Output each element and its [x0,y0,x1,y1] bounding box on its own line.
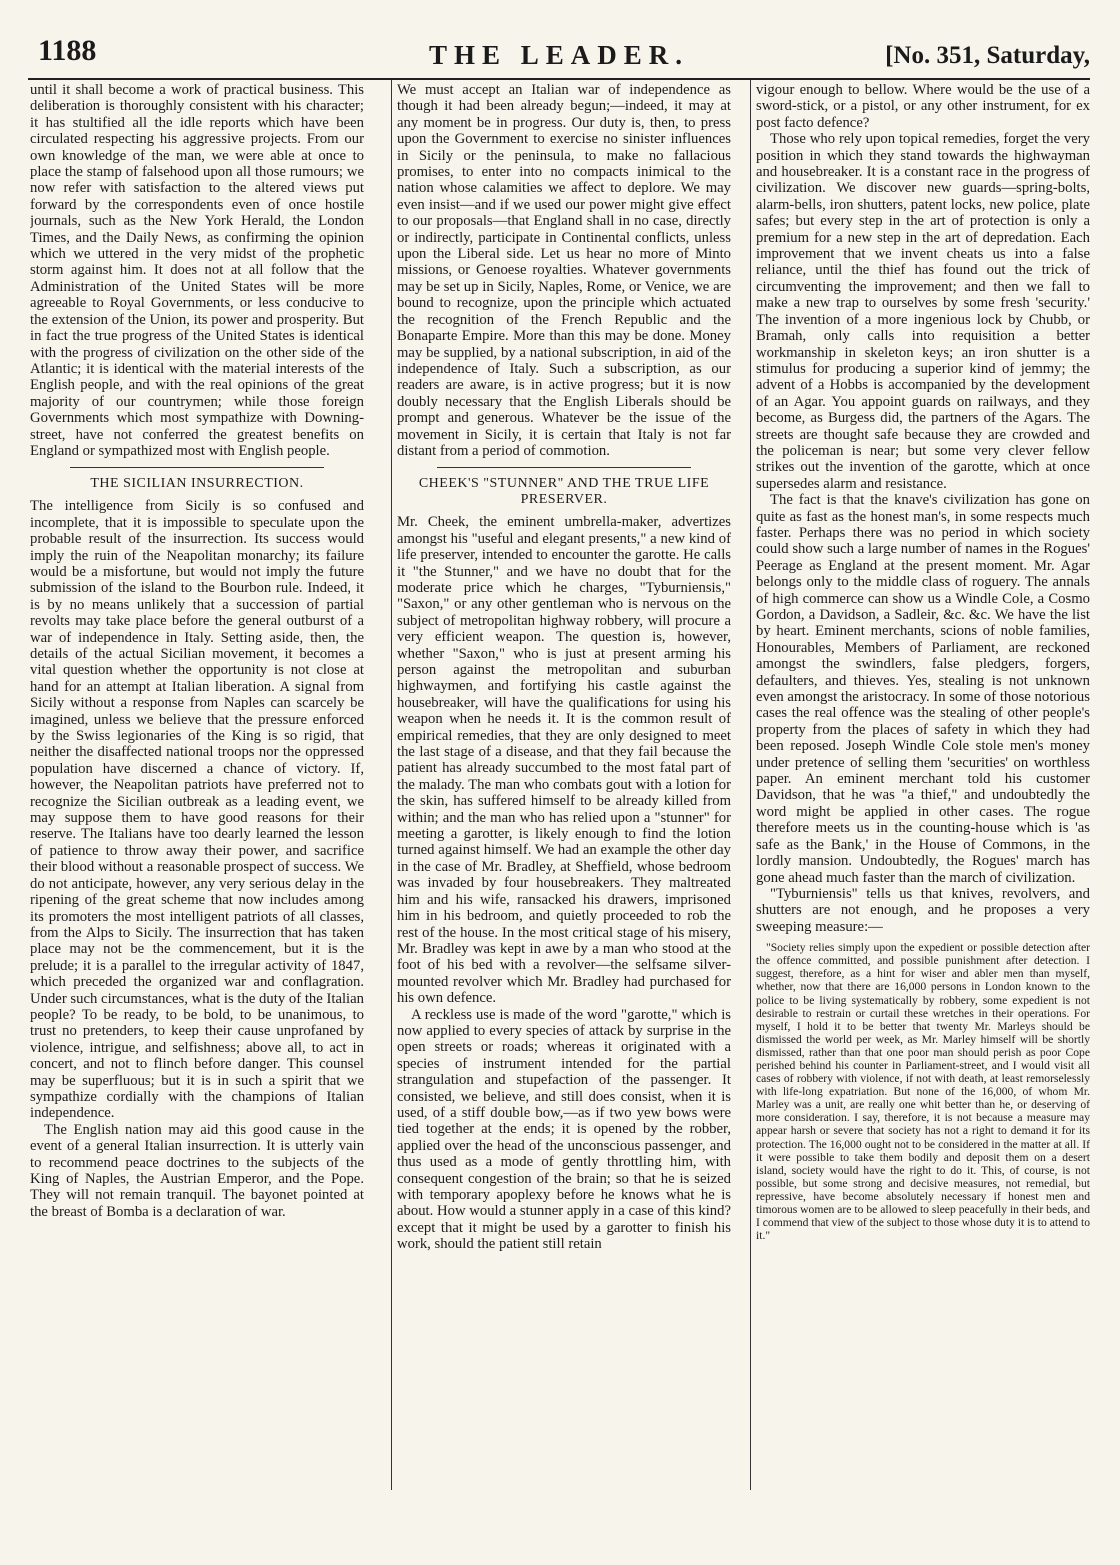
issue-info: [No. 351, Saturday, [885,42,1090,69]
article-heading-sicilian-insurrection: THE SICILIAN INSURRECTION. [90,476,304,492]
article-paragraph: We must accept an Italian war of independence as though it had been already begun;—indeed, it may at any moment be in progress. Our duty is, then, to press upon the Government to exercise no sinister influences in Sicily or the peninsula, to make no fallacious promises, to enter into no compacts inimical to the nation whose calamities we affect to deplore. We may even insist—and if we used our power might give effect to our proposals—that England shall in no case, directly or indirectly, participate in Continental conflicts, unless upon the Liberal side. Let us hear no more of Minto missions, or Genoese royalties. Whatever governments may be set up in Sicily, Naples, Rome, or Venice, we are bound to recognize, upon the principle which actuated the recognition of the French Republic and the Bonaparte Empire. More than this may be done. Money may be supplied, by a national subscription, in aid of the independence of Italy. Such a subscription, as our readers are aware, is in active progress; but it is now doubly necessary that the English Liberals should be prompt and generous. Whatever be the issue of the movement in Sicily, it is certain that Italy is not far distant from a period of commotion. [397,82,731,459]
article-paragraph: Mr. Cheek, the eminent umbrella-maker, advertizes amongst his "useful and elegant presents," a new kind of life preserver, intended to encounter the garotte. He calls it "the Stunner," and we have no doubt that for the moderate price which he charges, "Tyburniensis," "Saxon," or any other gentleman who is nervous on the subject of metropolitan highway robbery, will procure a very efficient weapon. The question is, however, whether "Saxon," who is just at present arming his person against the metropolitan and suburban highwaymen, and fortifying his castle against the housebreaker, will have the qualifications for using his weapon when he needs it. It is the common result of empirical remedies, that they are only designed to meet the last stage of a disease, and that they fail because the patient has already succumbed to the most fatal part of the malady. The man who combats gout with a lotion for the skin, has suffered himself to be already killed from within; and the man who has relied upon a "stunner" for meeting a garotter, is likely enough to find the lotion turned against himself. We had an example the other day in the case of Mr. Bradley, at Sheffield, whose bedroom was invaded by four housebreakers. They maltreated him and his wife, ransacked his drawers, imprisoned him in his bedroom, and quietly proceeded to rob the rest of the house. In the most critical stage of his misery, Mr. Bradley was kept in awe by a man who stood at the foot of his bed with a revolver—the selfsame silver-mounted revolver which Mr. Bradley had purchased for his own defence. [397,514,731,1007]
article-paragraph: The English nation may aid this good cause in the event of a general Italian insurrection. It is utterly vain to recommend peace doctrines to the subjects of the King of Naples, the Austrian Emperor, and the Pope. They will not remain tranquil. The bayonet pointed at the breast of Bomba is a declaration of war. [30,1121,364,1220]
article-divider [70,467,324,468]
page-number: 1188 [38,34,97,67]
masthead [28,30,1090,80]
column-3 [756,82,1090,1552]
column-rule-right [750,80,751,1490]
column-1 [30,82,364,1552]
quoted-letter-text: "Society relies simply upon the expedient or possible detection after the offence committed, and possible punishment after detection. I suggest, therefore, as a hint for wiser and abler men than myself, whether, now that there are 16,000 persons in London known to the police to be living systematically by robbery, some expedient is not desirable to restrain or curtail these wretches in their operations. For myself, I hold it to be better that twenty Mr. Marleys should be dismissed the world per week, as Mr. Marley himself will be shortly dismissed, rather than that one poor man should perish as poor Cope perished behind his counter in Parliament-street, and I would visit all cases of robbery with violence, if not with death, at least remorselessly with life-long expatriation. But none of the 16,000, of whom Mr. Marley was a unit, are really one whit better than he, or deserving of more consideration. I say, therefore, it is not because a measure may appear harsh or severe that society has not a right to demand it for its protection. The 16,000 ought not to be considered in the matter at all. If it were possible to take them bodily and deposit them on a desert island, society would have the right to do it. This, of course, is not possible, but some strong and decisive measures, not remedial, but repressive, have become absolutely necessary if honest men and timorous women are to be allowed to sleep peacefully in their beds, and I commend that view of the subject to those whose duty it is to attend to it." [756,941,1090,1243]
article-paragraph: The fact is that the knave's civilization has gone on quite as fast as the honest man's, in some respects much faster. Perhaps there was no period in which society could show such a large number of names in the Rogues' Peerage as England at the present moment. Mr. Agar belongs only to the middle class of roguery. The annals of high commerce can show us a Windle Cole, a Cosmo Gordon, a Davidson, a Sadleir, &c. &c. We have the list by heart. Eminent merchants, scions of noble families, Honourables, Members of Parliament, are reckoned amongst the swindlers, false pledgers, forgers, defaulters, and thieves. Yes, stealing is not unknown even amongst the aristocracy. In some of those notorious cases the real offence was the stealing of other people's property from the places of safety in which they had been reposed. Joseph Windle Cole stole men's money under pretence of selling them 'securities' on worthless paper. An eminent merchant told his customer Davidson, that he was "a thief," and undoubtedly the word might be applied in other cases. The rogue therefore meets us in the counting-house which is 'as safe as the Bank,' in the House of Commons, in the lordly mansion. Undoubtedly, the Rogues' march has gone ahead much faster than the march of civilization. [756,492,1090,886]
column-rule-left [391,80,392,1490]
article-paragraph: The intelligence from Sicily is so confused and incomplete, that it is impossible to speculate upon the probable result of the insurrection. Its success would imply the ruin of the Neapolitan monarchy; its failure would be a misfortune, but would not imply the future submission of the island to the Bourbon rule. Indeed, it is by no means unlikely that a succession of partial revolts may take place before the general outburst of a war of independence in Italy. Setting aside, then, the details of the actual Sicilian movement, it becomes a vital question whether the opportunity is not close at hand for an attempt at Italian liberation. A signal from Sicily without a response from Naples can scarcely be imagined, unless we believe that the pressure enforced by the Swiss legionaries of the King is so rigid, that neither the disaffected national troops nor the oppressed population have discerned a chance of victory. If, however, the Neapolitan patriots have preferred not to recognize the Sicilian outbreak as a leading event, we may suppose them to have good reasons for their reserve. The Italians have too dearly learned the lesson of patience to throw away their power, and sacrifice their blood without a reasonable prospect of success. We do not anticipate, however, any very serious delay in the ripening of the great scheme that now includes among its promoters the most intelligent patriots of all classes, from the Alps to Sicily. The insurrection that has taken place may not be the commencement, but it is the prelude; it is a parallel to the irregular activity of 1847, which preceded the organized war and conflagration. Under such circumstances, what is the duty of the Italian people? To be ready, to be bold, to be unanimous, to trust no pretenders, to keep their cause unprofaned by violence, intrigue, and selfishness; above all, to act in concert, and not to flinch before danger. This counsel may be superfluous; but it is in such a spirit that we sympathize cordially with the champions of Italian independence. [30,498,364,1122]
article-divider [437,467,691,468]
column-2 [397,82,731,1552]
article-paragraph: "Tyburniensis" tells us that knives, revolvers, and shutters are not enough, and he proposes a very sweeping measure:— [756,885,1090,935]
article-paragraph: A reckless use is made of the word "garotte," which is now applied to every species of attack by surprise in the open streets or roads; whereas it originated with a species of instrument intended for the partial strangulation and stupefaction of the passenger. It consisted, we believe, and still does consist, when it is used, of a stiff double bow,—as if two yew bows were tied together at the ends; it is opened by the robber, applied over the head of the unconscious passenger, and thus used as a mode of gently throttling him, with consequent congestion of the brain; so that he is seized with temporary apoplexy before he knows what he is about. How would a stunner apply in a case of this kind? except that it might be used by a garotter to finish his work, should the patient still retain [397,1006,731,1253]
article-paragraph: vigour enough to bellow. Where would be the use of a sword-stick, or a pistol, or any other instrument, for ex post facto defence? [756,82,1090,131]
article-paragraph: until it shall become a work of practical business. This deliberation is thoroughly consistent with his character; it has stultified all the idle reports which have been circulated respecting his aggressive projects. From our own knowledge of the man, we were able at once to place the stamp of falsehood upon all those rumours; we now refer with satisfaction to the altered views put forward by the correspondents even of once hostile journals, such as the New York Herald, the London Times, and the Daily News, as confirming the opinion which we uttered in the very midst of the prophetic storm against him. It does not at all follow that the Administration of the United States will be more agreeable to Royal Governments, or less conducive to the extension of the Union, its power and prosperity. But in fact the true progress of the United States is identical with the progress of civilization on the other side of the Atlantic; it is identical with the material interests of the English people, and with the real opinions of the great majority of our countrymen; while those foreign Governments which most sympathize with Downing-street, have not conferred the greatest benefits on England or sympathized most with English people. [30,82,364,459]
quoted-letter [756,941,1090,1242]
article-paragraph: Those who rely upon topical remedies, forget the very position in which they stand towards the highwayman and housebreaker. It is a constant race in the progress of civilization. We discover new guards—spring-bolts, alarm-bells, iron shutters, patent locks, new police, plate safes; but every step in the art of protection is only a premium for a new step in the art of depredation. Each improvement that we invent cheats us into a false reliance, until the thief has found out the trick of circumventing the improvement; and then we fall to make a new trap to ourselves by some fresh 'security.' The invention of a more ingenious lock by Chubb, or Bramah, only calls into requisition a better workmanship in skeleton keys; an iron shutter is a stimulus for producing a superior kind of jemmy; the advent of a Hobbs is accompanied by the development of an Agar. You appoint guards on railways, and they become, as Burgess did, the partners of the Agars. The streets are thought safe because they are crowded and the policeman is near; but some very clever fellow strikes out the invention of the garotte, which at once supersedes alarm and resistance. [756,131,1090,492]
article-heading-cheeks-stunner: CHEEK'S "STUNNER" AND THE TRUE LIFE PRESERVER. [418,476,710,508]
newspaper-title: THE LEADER. [428,40,690,70]
